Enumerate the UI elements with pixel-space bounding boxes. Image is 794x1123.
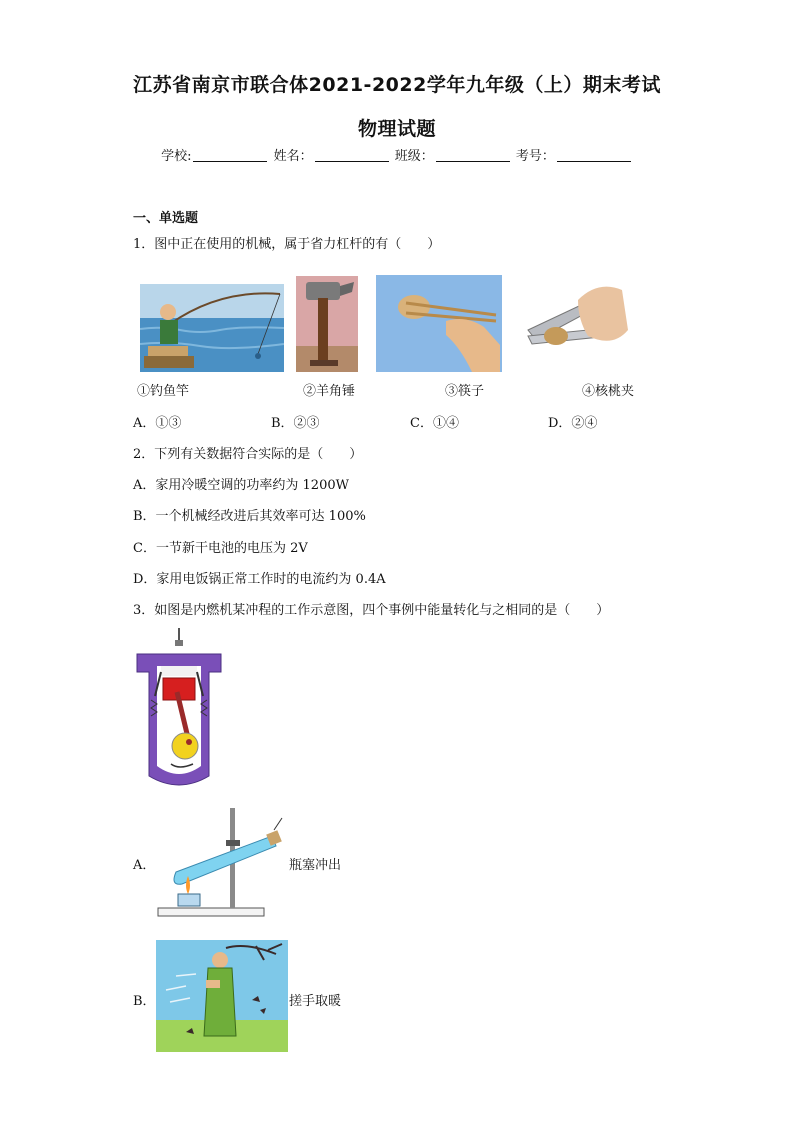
name-label: 姓名： [273,149,313,164]
caption-3: ③筷子 [445,384,485,399]
q3-option-a-letter[interactable]: A． [133,858,156,873]
q3-option-b-text: 搓手取暖 [289,994,342,1009]
q2-option-a[interactable]: A．家用冷暖空调的功率约为 1200W [133,478,349,493]
question-3-stem: 3．如图是内燃机某冲程的工作示意图，四个事例中能量转化与之相同的是（ ） [133,603,610,618]
q1-option-c[interactable]: C．①④ [410,416,459,431]
nutcracker-image [518,270,628,372]
student-info-line [0,145,794,164]
caption-4: ④核桃夹 [582,384,635,399]
q1-option-b[interactable]: B．②③ [271,416,320,431]
caption-1: ①钓鱼竿 [137,384,190,399]
test-tube-stopper-image [156,806,288,918]
q1-option-d[interactable]: D．②④ [548,416,598,431]
class-label: 班级： [394,149,434,164]
chopsticks-image [376,275,502,372]
exam-no-label: 考号： [515,149,555,164]
q3-option-b-letter[interactable]: B． [133,994,156,1009]
name-blank[interactable] [315,148,389,162]
question-1-stem: 1．图中正在使用的机械，属于省力杠杆的有（ ） [133,237,441,252]
school-label: 学校: [161,149,192,164]
q2-option-b[interactable]: B．一个机械经改进后其效率可达 100% [133,509,366,524]
school-blank[interactable] [193,148,267,162]
claw-hammer-image [296,276,358,372]
q2-option-c[interactable]: C．一节新干电池的电压为 2V [133,541,308,556]
q3-option-a-text: 瓶塞冲出 [289,858,342,873]
question-2-stem: 2．下列有关数据符合实际的是（ ） [133,447,363,462]
exam-title-line2: 物理试题 [357,118,436,140]
engine-stroke-diagram [133,626,225,786]
section-title: 一、单选题 [133,211,199,226]
class-blank[interactable] [436,148,510,162]
exam-no-blank[interactable] [557,148,631,162]
exam-title-line1: 江苏省南京市联合体2021-2022学年九年级（上）期末考试 [133,74,661,96]
q1-option-a[interactable]: A．①③ [133,416,182,431]
rubbing-hands-image [156,940,288,1052]
caption-2: ②羊角锤 [303,384,356,399]
q2-option-d[interactable]: D．家用电饭锅正常工作时的电流约为 0.4A [133,572,386,587]
fishing-rod-image [140,284,284,372]
